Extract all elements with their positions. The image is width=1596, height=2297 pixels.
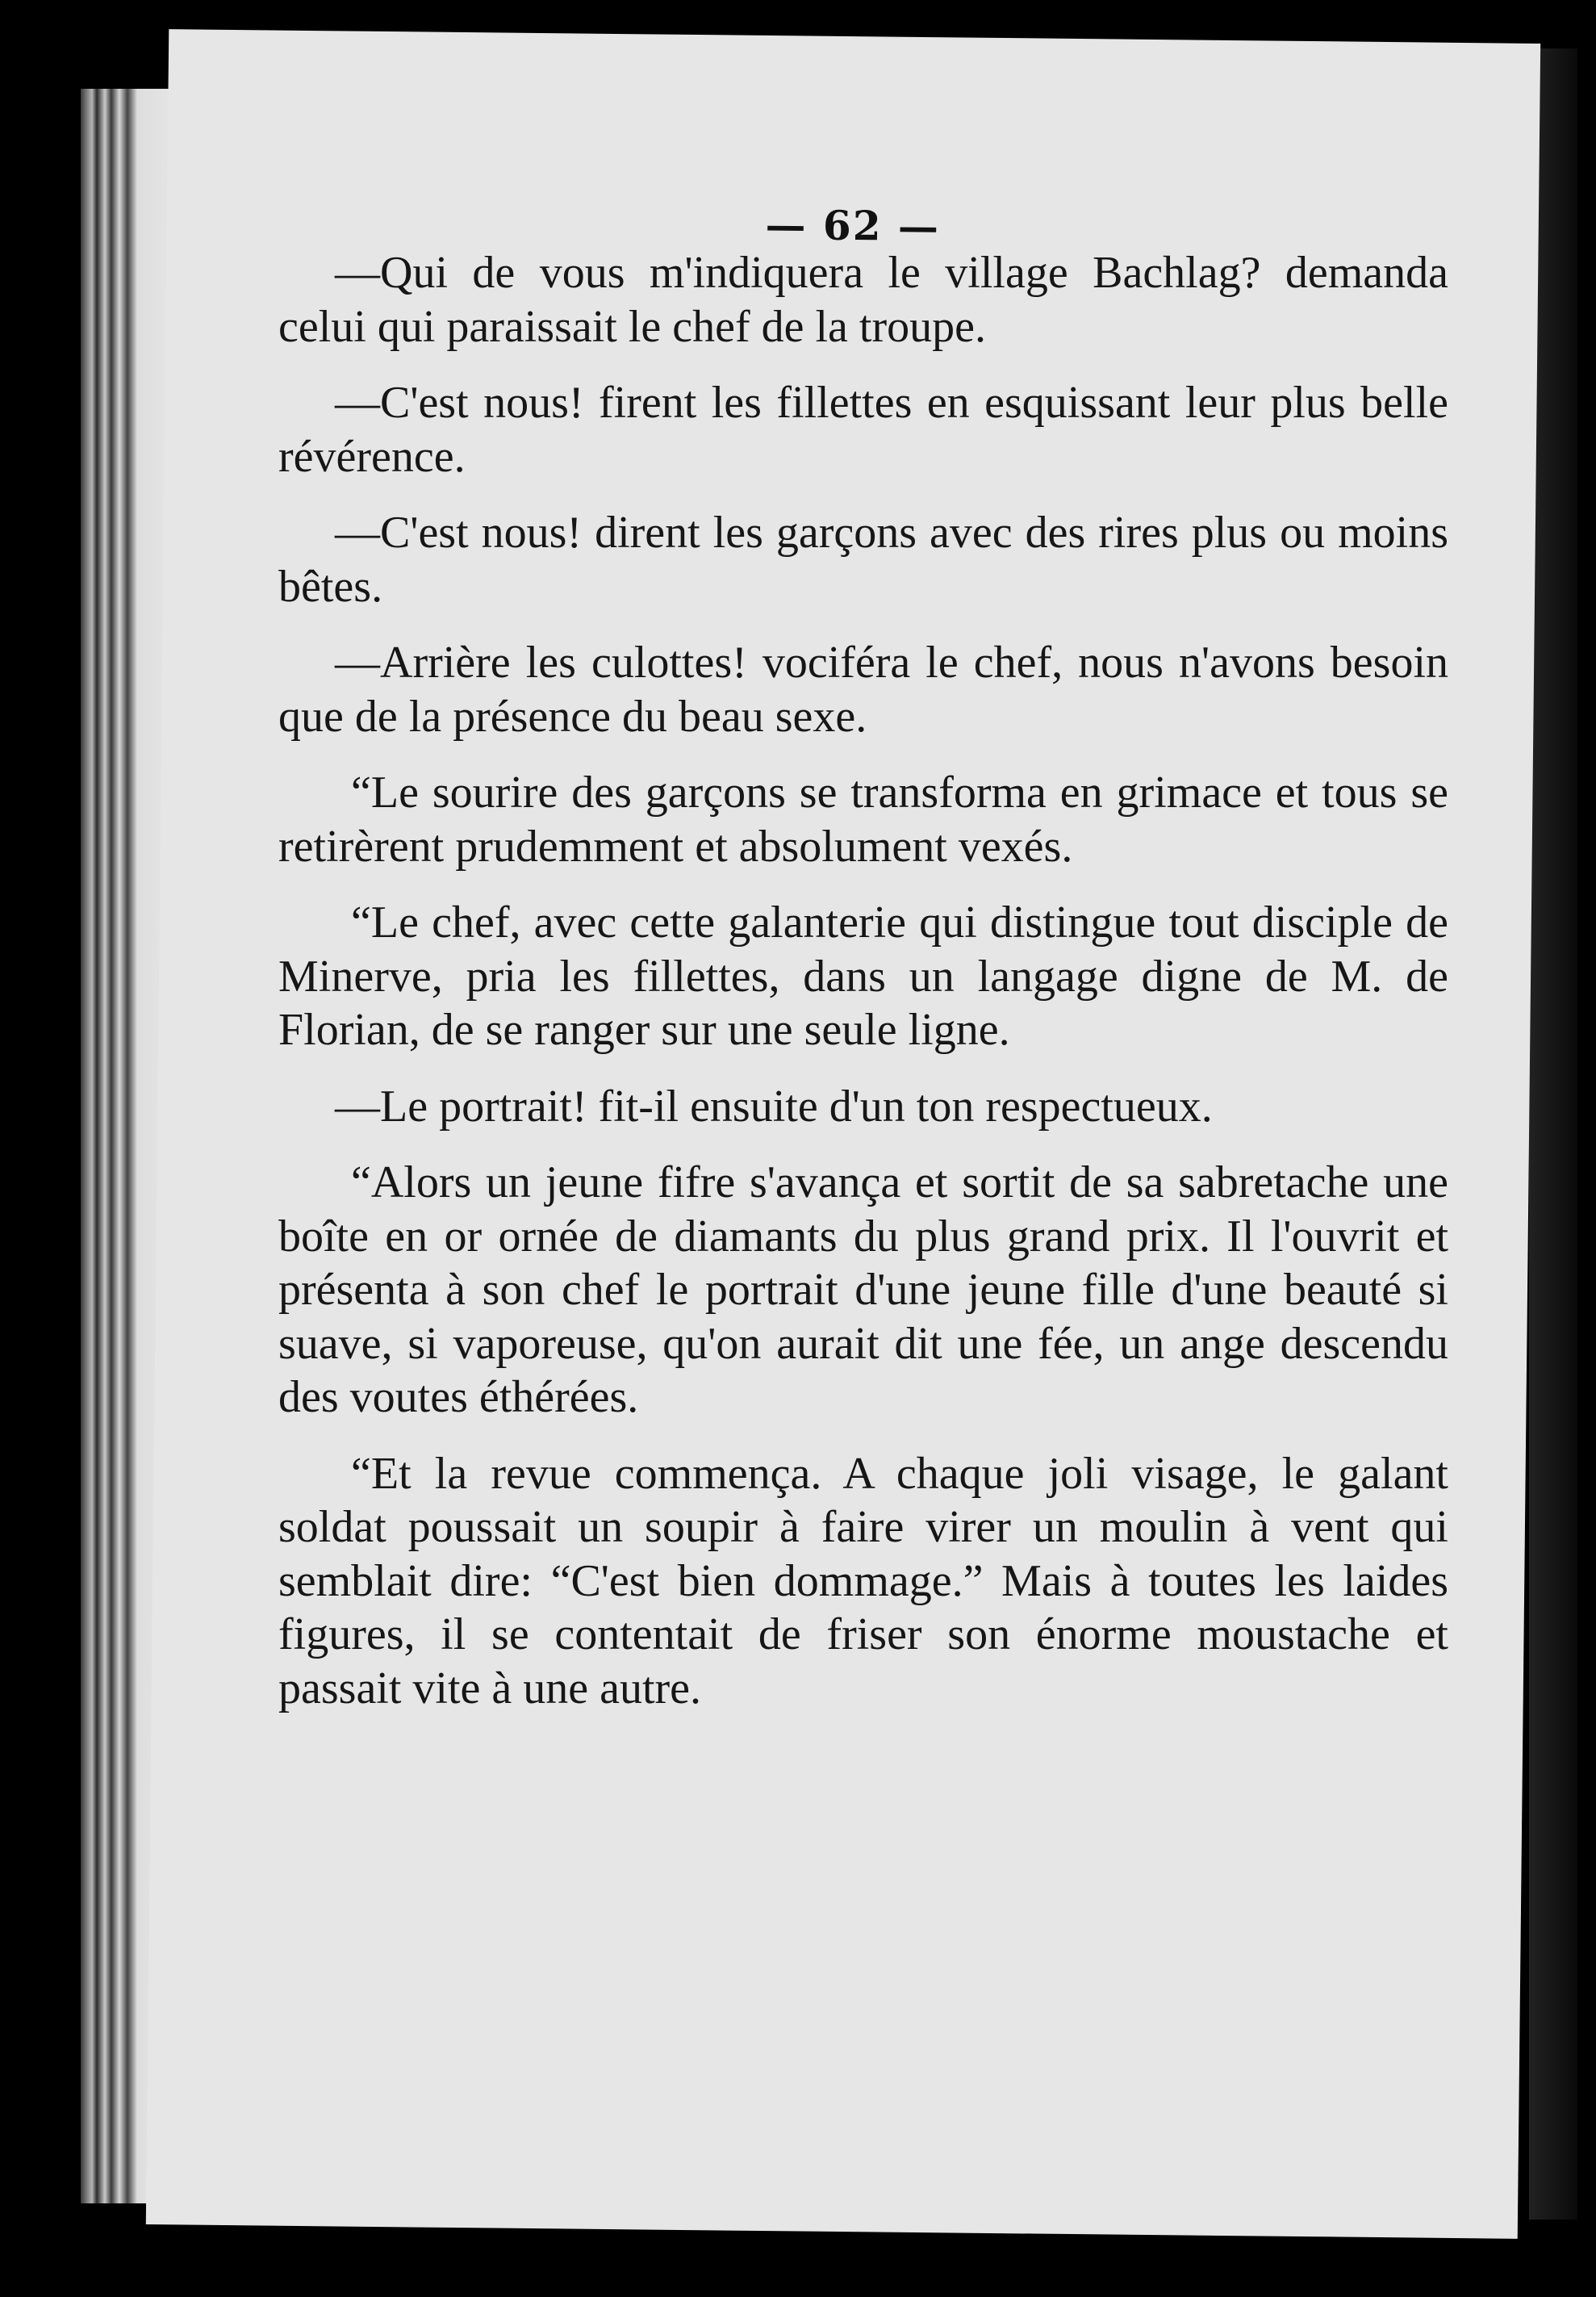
- paragraph: —Arrière les culottes! vociféra le chef, nous n'avons besoin que de la présence du beau sexe.: [278, 638, 1448, 742]
- page-body-text: [278, 246, 1448, 1738]
- paragraph: “Le chef, avec cette galanterie qui distingue tout disciple de Minerve, pria les fillettes, dans un langage digne de M. de Florian, de se ranger sur une seule ligne.: [278, 897, 1448, 1055]
- paragraph: —Le portrait! fit-il ensuite d'un ton respectueux.: [335, 1081, 1213, 1132]
- paragraph: —Qui de vous m'indiquera le village Bachlag? demanda celui qui paraissait le chef de la troupe.: [278, 248, 1448, 352]
- paragraph: “Le sourire des garçons se transforma en grimace et tous se retirèrent prudemment et absolument vexés.: [278, 768, 1448, 872]
- paragraph: —C'est nous! dirent les garçons avec des rires plus ou moins bêtes.: [278, 508, 1448, 612]
- paragraph: —C'est nous! firent les fillettes en esquissant leur plus belle révérence.: [278, 378, 1448, 482]
- page-number: — 62 —: [765, 200, 941, 251]
- paragraph: “Alors un jeune fifre s'avança et sortit de sa sabretache une boîte en or ornée de diamants du plus grand prix. Il l'ouvrit et présenta à son chef le portrait d'une jeune fille d'une beauté si suave, si vaporeuse, qu'on aurait dit une fée, un ange descendu des voutes éthérées.: [278, 1157, 1448, 1422]
- paragraph: “Et la revue commença. A chaque joli visage, le galant soldat poussait un soupir à faire virer un moulin à vent qui semblait dire: “C'est bien dommage.” Mais à toutes les laides figures, il se contentait de friser son énorme moustache et passait vite à une autre.: [278, 1448, 1448, 1713]
